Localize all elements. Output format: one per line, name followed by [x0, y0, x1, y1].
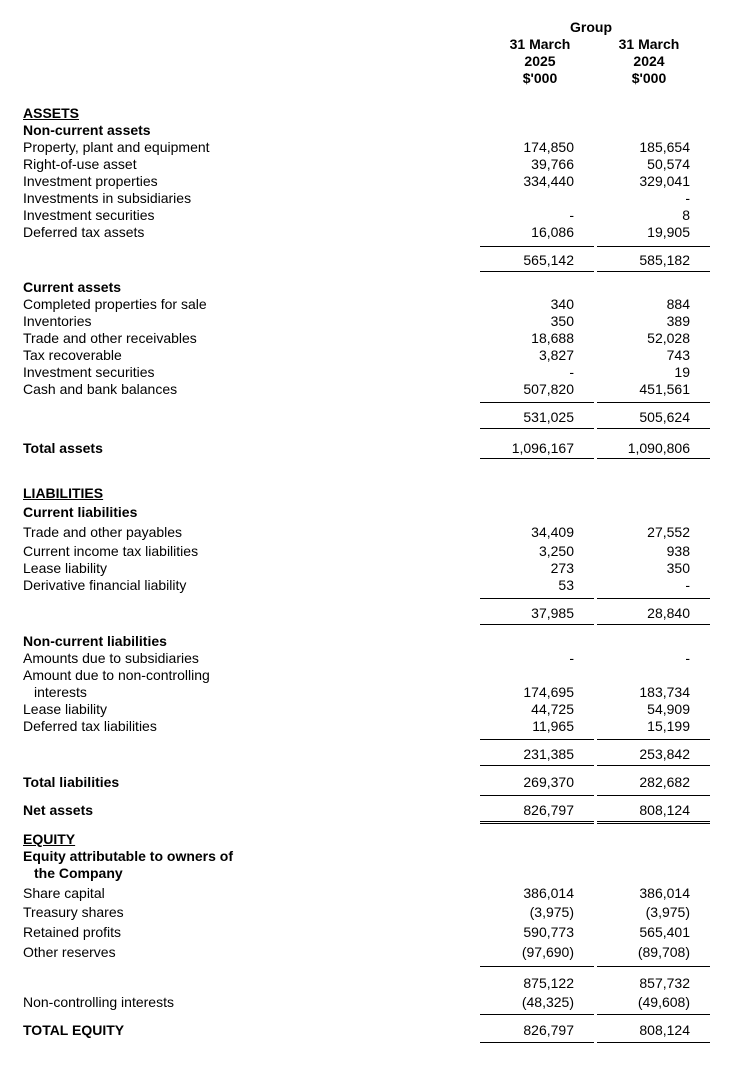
row-label: Retained profits: [23, 924, 122, 940]
value-2024: 938: [666, 543, 690, 559]
value-2025: -: [569, 364, 574, 380]
row-label: Current income tax liabilities: [23, 543, 199, 559]
rule-col1: [480, 246, 594, 247]
row-label: Equity attributable to owners of: [23, 848, 234, 864]
col1-header-unit: $'000: [522, 70, 558, 86]
value-2025: (3,975): [529, 904, 574, 920]
value-2025: 826,797: [523, 1022, 574, 1038]
col2-header-year: 2024: [633, 53, 665, 69]
value-2025: (48,325): [521, 994, 574, 1010]
rule-col1: [480, 966, 594, 967]
row-label: Investment securities: [23, 364, 155, 380]
value-2024: -: [685, 650, 690, 666]
row-label: EQUITY: [23, 831, 76, 847]
rule-col2: [597, 966, 710, 967]
value-2025: 174,850: [523, 139, 574, 155]
value-2024: 15,199: [647, 718, 690, 734]
row-label: Amounts due to subsidiaries: [23, 650, 199, 666]
value-2025: 273: [550, 560, 574, 576]
value-2024: 52,028: [647, 330, 690, 346]
value-2025: 826,797: [523, 802, 574, 818]
value-2024: 808,124: [639, 1022, 690, 1038]
value-2025: 507,820: [523, 381, 574, 397]
row-label: Deferred tax liabilities: [23, 718, 157, 734]
row-label: Property, plant and equipment: [23, 139, 210, 155]
value-2025: 340: [550, 296, 574, 312]
rule-col2: [597, 765, 710, 766]
rule-col1: [480, 739, 594, 740]
value-2025: 3,827: [538, 347, 574, 363]
rule-col1: [480, 1042, 594, 1043]
value-2025: 269,370: [523, 774, 574, 790]
row-label: Non-current assets: [23, 122, 151, 138]
value-2024: 54,909: [647, 701, 690, 717]
value-2024: 19: [674, 364, 690, 380]
row-label: Right-of-use asset: [23, 156, 137, 172]
value-2024: 253,842: [639, 746, 690, 762]
row-label: Other reserves: [23, 944, 116, 960]
value-2024: 585,182: [639, 252, 690, 268]
row-label: Share capital: [23, 885, 105, 901]
group-header: Group: [570, 19, 612, 35]
row-label: Tax recoverable: [23, 347, 122, 363]
row-label: ASSETS: [23, 105, 80, 121]
double-rule-col2: [597, 821, 710, 824]
value-2025: 18,688: [531, 330, 574, 346]
rule-col1: [480, 402, 594, 403]
value-2025: 875,122: [523, 975, 574, 991]
value-2024: 565,401: [639, 924, 690, 940]
value-2024: 386,014: [639, 885, 690, 901]
value-2024: 50,574: [647, 156, 690, 172]
row-label: Investment securities: [23, 207, 155, 223]
col2-header-date: 31 March: [618, 36, 680, 52]
value-2024: 27,552: [647, 524, 690, 540]
row-label: Current assets: [23, 279, 122, 295]
row-label: TOTAL EQUITY: [23, 1022, 125, 1038]
value-2025: 16,086: [531, 224, 574, 240]
rule-col2: [597, 246, 710, 247]
value-2024: 329,041: [639, 173, 690, 189]
rule-col1: [480, 271, 594, 272]
value-2024: (89,708): [637, 944, 690, 960]
value-2025: 44,725: [531, 701, 574, 717]
rule-col2: [597, 458, 710, 459]
rule-col1: [480, 624, 594, 625]
row-label: Deferred tax assets: [23, 224, 145, 240]
row-label: the Company: [34, 865, 123, 881]
rule-col2: [597, 795, 710, 796]
rule-col2: [597, 598, 710, 599]
rule-col1: [480, 795, 594, 796]
row-label: Lease liability: [23, 701, 108, 717]
value-2024: 743: [666, 347, 690, 363]
double-rule-col1: [480, 821, 594, 824]
row-label: Lease liability: [23, 560, 108, 576]
col2-header-unit: $'000: [631, 70, 667, 86]
value-2025: 386,014: [523, 885, 574, 901]
row-label: Amount due to non-controlling: [23, 667, 210, 683]
rule-col1: [480, 458, 594, 459]
value-2025: 174,695: [523, 684, 574, 700]
rule-col1: [480, 765, 594, 766]
rule-col2: [597, 1014, 710, 1015]
row-label: Derivative financial liability: [23, 577, 187, 593]
value-2024: 350: [666, 560, 690, 576]
value-2025: 53: [558, 577, 574, 593]
row-label: Non-controlling interests: [23, 994, 174, 1010]
value-2025: 37,985: [531, 605, 574, 621]
rule-col2: [597, 271, 710, 272]
rule-col2: [597, 739, 710, 740]
value-2024: 28,840: [647, 605, 690, 621]
row-label: Investment properties: [23, 173, 158, 189]
value-2024: -: [685, 577, 690, 593]
value-2024: 183,734: [639, 684, 690, 700]
value-2024: 505,624: [639, 409, 690, 425]
row-label: Non-current liabilities: [23, 633, 167, 649]
row-label: Trade and other receivables: [23, 330, 197, 346]
value-2024: 451,561: [639, 381, 690, 397]
value-2025: 565,142: [523, 252, 574, 268]
value-2025: 590,773: [523, 924, 574, 940]
row-label: Treasury shares: [23, 904, 124, 920]
value-2025: -: [569, 207, 574, 223]
value-2025: 1,096,167: [511, 440, 574, 456]
value-2025: 39,766: [531, 156, 574, 172]
value-2024: 282,682: [639, 774, 690, 790]
value-2024: 857,732: [639, 975, 690, 991]
row-label: Cash and bank balances: [23, 381, 178, 397]
value-2024: 19,905: [647, 224, 690, 240]
rule-col1: [480, 428, 594, 429]
rule-col2: [597, 402, 710, 403]
col1-header-year: 2025: [524, 53, 556, 69]
rule-col2: [597, 1042, 710, 1043]
value-2025: (97,690): [521, 944, 574, 960]
rule-col1: [480, 598, 594, 599]
row-label: Total liabilities: [23, 774, 120, 790]
value-2025: 3,250: [538, 543, 574, 559]
row-label: Inventories: [23, 313, 92, 329]
value-2024: -: [685, 190, 690, 206]
value-2024: 884: [666, 296, 690, 312]
value-2025: 34,409: [531, 524, 574, 540]
value-2024: 808,124: [639, 802, 690, 818]
value-2025: 231,385: [523, 746, 574, 762]
rule-col2: [597, 624, 710, 625]
value-2024: 1,090,806: [627, 440, 690, 456]
row-label: LIABILITIES: [23, 485, 104, 501]
value-2025: 350: [550, 313, 574, 329]
value-2024: 8: [682, 207, 690, 223]
row-label: Current liabilities: [23, 504, 138, 520]
value-2024: 185,654: [639, 139, 690, 155]
row-label: Total assets: [23, 440, 103, 456]
row-label: Completed properties for sale: [23, 296, 207, 312]
value-2025: 531,025: [523, 409, 574, 425]
row-label: Trade and other payables: [23, 524, 183, 540]
rule-col2: [597, 428, 710, 429]
value-2025: -: [569, 650, 574, 666]
value-2024: (49,608): [637, 994, 690, 1010]
value-2025: 11,965: [532, 718, 574, 734]
rule-col1: [480, 1014, 594, 1015]
row-label: Net assets: [23, 802, 94, 818]
col1-header-date: 31 March: [509, 36, 571, 52]
row-label: Investments in subsidiaries: [23, 190, 192, 206]
value-2024: 389: [666, 313, 690, 329]
value-2025: 334,440: [523, 173, 574, 189]
row-label: interests: [34, 684, 87, 700]
value-2024: (3,975): [645, 904, 690, 920]
